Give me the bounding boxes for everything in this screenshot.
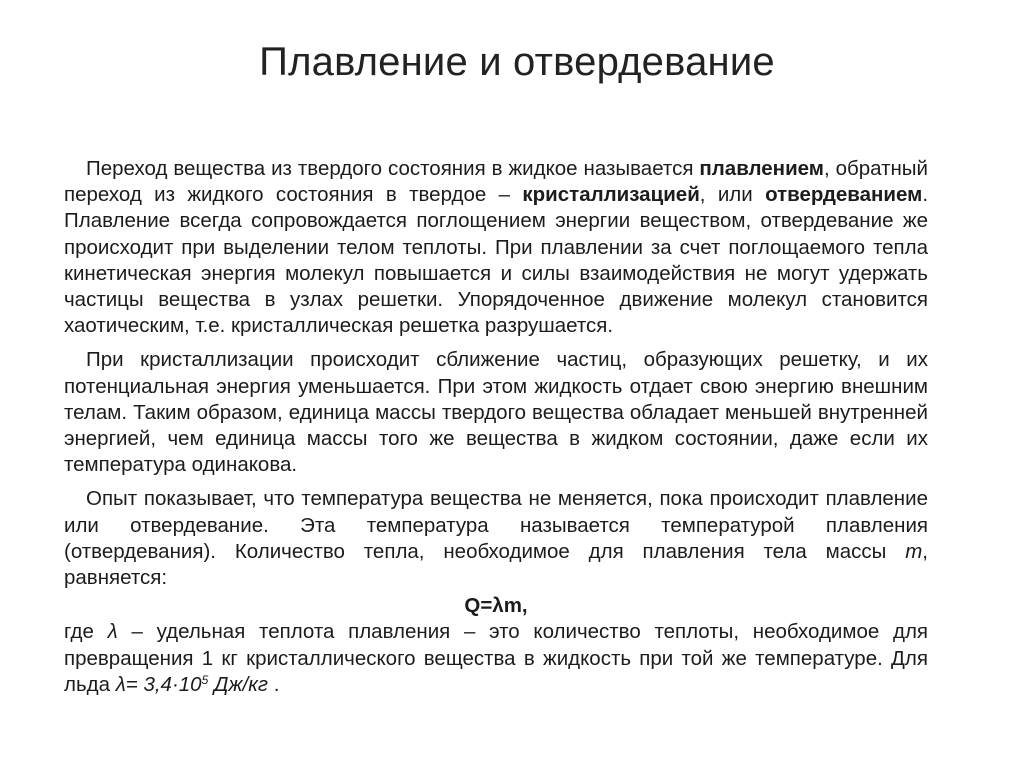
term-solidification: отвердеванием bbox=[765, 183, 923, 207]
slide-title: Плавление и отвердевание bbox=[259, 40, 775, 84]
paragraph-lambda-definition bbox=[64, 619, 928, 698]
paragraph-experiment bbox=[64, 486, 928, 591]
lambda-symbol: λ bbox=[107, 620, 118, 644]
paragraph-melting-definition bbox=[64, 156, 928, 339]
term-melting: плавлением bbox=[699, 157, 824, 180]
ice-value-unit: Дж/кг bbox=[208, 672, 268, 696]
ice-value-base: λ= 3,4·10 bbox=[115, 672, 202, 696]
ice-value-exponent: 5 bbox=[201, 672, 209, 687]
paragraph-crystallization: При кристаллизации происходит сближение частиц, образующих решетку, и их потенциальная энергия уменьшается. При этом жидкость отдает свою энергию внешним телам. Таким образом, единица массы твердого вещества обладает меньшей внутренней энергией, чем единица массы того же вещества в жидком состоянии, даже если их температура одинакова. bbox=[64, 348, 928, 477]
mass-symbol: m bbox=[905, 539, 923, 563]
ice-value bbox=[116, 673, 268, 696]
term-crystallization: кристаллизацией bbox=[522, 183, 700, 207]
text-run: – удельная теплота плавления – это количество теплоты, необходимое для превращения 1 кг кристаллического вещества в жидкость при той же температуре. Для льда bbox=[64, 620, 929, 696]
text-run: , обратный переход из жидкого состояния в твердое – bbox=[64, 157, 928, 207]
text-run: . Плавление всегда сопровождается поглощением энергии веществом, отвердевание же происходит при выделении телом теплоты. При плавлении за счет поглощаемого тепла кинетическая энергия молекул повышается и силы взаимодействия не могут удержать частицы вещества в узлах решетки. Упорядоченное движение молекул становится хаотическим, т.е. кристаллическая решетка разрушается. bbox=[64, 183, 929, 338]
text-run: , равняется: bbox=[64, 539, 928, 590]
slide-body bbox=[64, 156, 928, 706]
text-run: Переход вещества из твердого состояния в жидкое называется bbox=[86, 157, 700, 180]
text-run: где bbox=[64, 620, 108, 644]
text-run: Опыт показывает, что температура вещества не меняется, пока происходит плавление или отвердевание. Эта температура называется температурой плавления (отвердевания). Количество тепла, необходимое для плавления тела массы bbox=[64, 487, 928, 563]
formula: Q=λm, bbox=[464, 594, 528, 618]
text-run: , или bbox=[699, 183, 766, 207]
text-run: . bbox=[268, 672, 280, 696]
